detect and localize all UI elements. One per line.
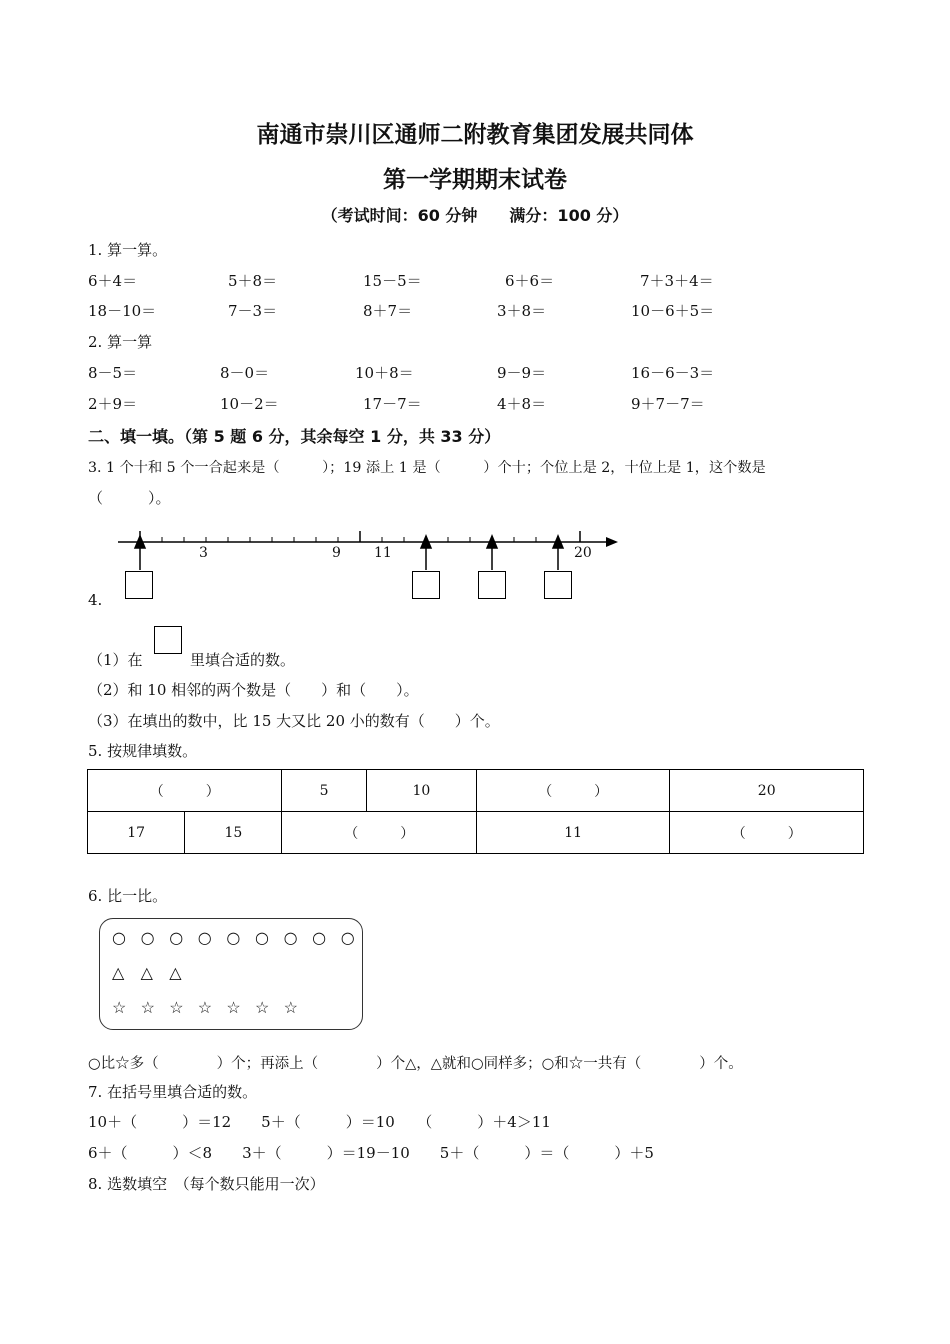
triangle-icon: △ — [169, 963, 182, 982]
page-title: 南通市崇川区通师二附教育集团发展共同体 — [256, 122, 694, 148]
q2-label: 2. 算一算 — [88, 333, 153, 351]
star-icon: ☆ — [112, 998, 127, 1017]
circle-icon: ○ — [140, 928, 155, 947]
circle-icon: ○ — [312, 928, 327, 947]
circle-icon: ○ — [112, 928, 126, 947]
q6-label: 6. 比一比。 — [88, 887, 168, 905]
q2-r1-c2: 8－0＝ — [220, 364, 270, 382]
circle-icon: ○ — [254, 928, 269, 947]
circle-icon: ○ — [283, 928, 298, 947]
nl-label-11: 11 — [374, 545, 392, 561]
q7-line1: 10＋（ ）＝12 5＋（ ）＝10 （ ）＋4＞11 — [88, 1113, 551, 1131]
q2-r2-c3: 17－7＝ — [363, 395, 422, 413]
q6-answer-line: ○比☆多（ ）个；再添上（ ）个△，△就和○同样多；○和☆一共有（ ）个。 — [88, 1056, 743, 1072]
sequence-table — [87, 769, 864, 854]
inline-square-icon — [154, 626, 182, 654]
star-icon: ☆ — [169, 998, 184, 1017]
star-icon: ☆ — [283, 998, 298, 1017]
q4-sub2: （2）和 10 相邻的两个数是（ ）和（ ）。 — [88, 681, 419, 699]
table-cell: 5 — [282, 770, 366, 812]
q2-r2-c1: 2＋9＝ — [88, 395, 138, 413]
triangle-icon: △ — [112, 963, 125, 982]
table-cell: 10 — [366, 770, 476, 812]
q1-r2-c3: 8＋7＝ — [363, 302, 413, 320]
q8-label: 8. 选数填空 （每个数只能用一次） — [88, 1175, 325, 1193]
section-heading: 二、填一填。（第 5 题 6 分，其余每空 1 分，共 33 分） — [88, 427, 501, 446]
q4-label: 4. — [88, 591, 103, 609]
star-icon: ☆ — [140, 998, 155, 1017]
answer-box-4[interactable] — [544, 571, 572, 599]
q5-label: 5. 按规律填数。 — [88, 742, 198, 760]
q2-r1-c4: 9－9＝ — [497, 364, 547, 382]
q7-label: 7. 在括号里填合适的数。 — [88, 1083, 258, 1101]
q1-r1-c4: 6＋6＝ — [505, 272, 555, 290]
q2-r2-c5: 9＋7－7＝ — [631, 395, 705, 413]
circles-row — [112, 928, 369, 947]
q4-sub1-after: 里填合适的数。 — [190, 651, 296, 669]
q1-r1-c5: 7＋3＋4＝ — [640, 272, 714, 290]
circle-icon: ○ — [169, 928, 184, 947]
q1-r2-c2: 7－3＝ — [228, 302, 278, 320]
q1-r2-c4: 3＋8＝ — [497, 302, 547, 320]
answer-box-3[interactable] — [478, 571, 506, 599]
answer-box-1[interactable] — [125, 571, 153, 599]
q1-r2-c5: 10－6＋5＝ — [631, 302, 715, 320]
table-row — [88, 770, 864, 812]
q2-r2-c4: 4＋8＝ — [497, 395, 547, 413]
table-cell[interactable]: （ ） — [282, 812, 476, 854]
table-row — [88, 812, 864, 854]
nl-label-9: 9 — [332, 545, 341, 561]
q2-r2-c2: 10－2＝ — [220, 395, 279, 413]
table-cell[interactable]: （ ） — [88, 770, 282, 812]
q4-sub3: （3）在填出的数中，比 15 大又比 20 小的数有（ ）个。 — [88, 712, 500, 730]
q1-r1-c1: 6＋4＝ — [88, 272, 138, 290]
triangle-icon: △ — [140, 963, 153, 982]
star-icon: ☆ — [254, 998, 270, 1017]
q7-line2: 6＋（ ）＜8 3＋（ ）＝19－10 5＋（ ）＝（ ）＋5 — [88, 1144, 654, 1162]
star-icon: ☆ — [226, 998, 241, 1017]
circle-icon: ○ — [197, 928, 212, 947]
table-cell[interactable]: （ ） — [476, 770, 670, 812]
triangles-row — [112, 963, 198, 982]
table-cell[interactable]: （ ） — [670, 812, 864, 854]
q1-label: 1. 算一算。 — [88, 241, 168, 259]
table-cell: 17 — [88, 812, 185, 854]
q1-r1-c3: 15－5＝ — [363, 272, 422, 290]
q2-r1-c3: 10＋8＝ — [355, 364, 414, 382]
nl-label-20: 20 — [574, 545, 592, 561]
answer-box-2[interactable] — [412, 571, 440, 599]
q2-r1-c5: 16－6－3＝ — [631, 364, 715, 382]
table-cell: 15 — [185, 812, 282, 854]
number-line-arrowhead — [606, 537, 618, 547]
exam-info: （考试时间：60 分钟 满分：100 分） — [321, 206, 629, 225]
page-subtitle: 第一学期期末试卷 — [383, 167, 567, 193]
nl-label-3: 3 — [199, 545, 208, 561]
q1-r1-c2: 5＋8＝ — [228, 272, 278, 290]
stars-row — [112, 998, 312, 1017]
table-cell: 20 — [670, 770, 864, 812]
table-cell: 11 — [476, 812, 670, 854]
q3-line1: 3. 1 个十和 5 个一合起来是（ ）；19 添上 1 是（ ）个十；个位上是 2，十位上是 1，这个数是 — [88, 460, 766, 476]
circle-icon: ○ — [226, 928, 241, 947]
q2-r1-c1: 8－5＝ — [88, 364, 138, 382]
number-line — [0, 0, 950, 610]
q4-sub1-before: （1）在 — [88, 651, 143, 669]
circle-icon: ○ — [340, 928, 355, 947]
q3-line2: （ ）。 — [88, 489, 171, 507]
star-icon: ☆ — [197, 998, 213, 1017]
q1-r2-c1: 18－10＝ — [88, 302, 157, 320]
